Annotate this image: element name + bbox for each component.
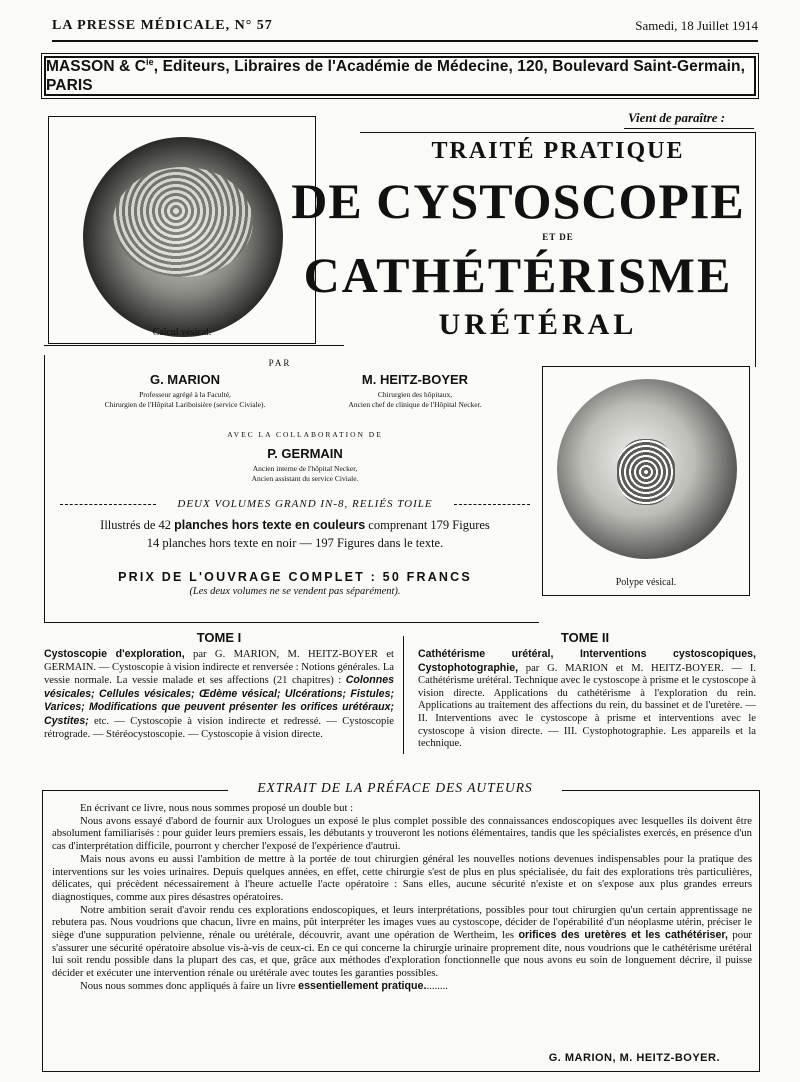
figure-calcul-vesical bbox=[48, 116, 316, 344]
preface-text bbox=[52, 802, 752, 993]
tome-2-text: par G. MARION et M. HEITZ-BOYER. — I. Cathétérisme urétéral. Technique avec le cystoscope à prisme et le cystoscope à vision directe. Applications du cathétérisme à l'exploration du rein. Applications au traitement des affections du rein, du bassinet et de l'uretère. — II. Interventions avec le cystoscope à prisme et interventions avec le cystoscope à vision directe. — III. Cystophotographie. Les appareils et la technique. bbox=[418, 662, 756, 750]
tome-1-subject: Cystoscopie d'exploration, bbox=[44, 648, 185, 660]
volumes-rule-left bbox=[60, 504, 156, 505]
author-aff-line: Professeur agrégé à la Faculté, bbox=[139, 390, 231, 399]
title-line-5: URÉTÉRAL bbox=[438, 308, 638, 341]
issue-date: Samedi, 18 Juillet 1914 bbox=[635, 18, 758, 33]
frame-line-left bbox=[44, 355, 45, 623]
publisher-box bbox=[44, 56, 756, 96]
preface-paragraph: Mais nous avons eu aussi l'ambition de mettre à la portée de tout chirurgien général les nouvelles notions devenues indispensables pour la pratique des interventions sur les voies urinaires. Depuis quelques années, en effet, cette chirurgie s'est de plus en plus spécialisée, du fait des explorations très particulières, délicates, qui précèdent nécessairement à l'heure actuelle l'acte opératoire : Sans elles, aucune sécurité n'existe et on s'expose aux plus grandes erreurs diagnostiques, comme aux pires désastres opératoires. bbox=[52, 852, 752, 903]
tome-1-chapters: Colonnes vésicales; Cellules vésicales; Œdème vésical; Ulcérations; Fistules; Varices; Modifications que peuvent présenter les orifices urétéraux; Cystites; bbox=[44, 674, 394, 727]
author-germain bbox=[170, 440, 440, 484]
author-aff-line: Ancien chef de clinique de l'Hôpital Necker. bbox=[348, 400, 482, 409]
figure-caption-right: Polype vésical. bbox=[615, 577, 677, 588]
tome-2-subject: Cathétérisme urétéral, Interventions cystoscopiques, Cystophotographie, bbox=[418, 648, 756, 674]
running-head bbox=[52, 14, 758, 38]
frame-line-mid bbox=[44, 345, 344, 346]
tome-1-text-b: etc. — Cystoscopie à vision indirecte et redressé. — Cystoscopie rétrograde. — Stéréocystoscopie. — Cystoscopie à vision directe. bbox=[44, 715, 394, 740]
author-marion bbox=[70, 372, 300, 410]
journal-title: LA PRESSE MÉDICALE, N° 57 bbox=[52, 18, 273, 33]
title-line-4: CATHÉTÉRISME bbox=[303, 247, 733, 303]
illustr-text: comprenant 179 Figures bbox=[365, 518, 490, 532]
author-name: M. HEITZ-BOYER bbox=[361, 372, 469, 387]
preface-paragraph: En écrivant ce livre, nous nous sommes proposé un double but : bbox=[80, 802, 354, 814]
title-line-2: DE CYSTOSCOPIE bbox=[291, 173, 745, 229]
tome-2-heading: TOME II bbox=[560, 630, 610, 645]
author-heitz-boyer bbox=[300, 372, 530, 410]
preface-text-a: Nous nous sommes donc appliqués à faire un livre bbox=[80, 979, 299, 992]
illustrations-line-1 bbox=[50, 518, 540, 533]
preface-bold: orifices des uretères et les cathétériser, bbox=[518, 929, 728, 942]
par-label: PAR bbox=[268, 358, 292, 368]
price-note: (Les deux volumes ne se vendent pas séparément). bbox=[189, 586, 401, 597]
tome-1-heading: TOME I bbox=[196, 630, 242, 645]
author-name: P. GERMAIN bbox=[267, 446, 343, 461]
vient-rule bbox=[624, 128, 754, 129]
preface-dots: ........ bbox=[426, 979, 448, 992]
frame-line-top bbox=[360, 132, 756, 133]
illustr-text: Illustrés de 42 bbox=[100, 518, 175, 532]
calculus-illustration bbox=[113, 167, 253, 277]
publisher-line bbox=[46, 57, 754, 94]
figure-polype-vesical bbox=[542, 366, 750, 596]
collaboration-label: AVEC LA COLLABORATION DE bbox=[227, 430, 383, 439]
publisher-part-a: MASSON & C bbox=[46, 58, 147, 76]
price-line: PRIX DE L'OUVRAGE COMPLET : 50 FRANCS bbox=[118, 570, 472, 584]
cystoscope-image-polyp bbox=[557, 379, 737, 559]
publisher-part-b: , Editeurs, Libraires de l'Académie de Médecine, 120, Boulevard Saint-Germain, PARIS bbox=[46, 58, 745, 94]
publisher-sup: ie bbox=[146, 57, 154, 68]
polyp-illustration bbox=[617, 439, 675, 505]
header-rule bbox=[52, 40, 758, 42]
author-name: G. MARION bbox=[149, 372, 221, 387]
tome-2-description bbox=[418, 648, 756, 751]
author-aff-line: Chirurgien de l'Hôpital Lariboisière (service Civiale). bbox=[104, 400, 266, 409]
author-affiliation bbox=[170, 464, 440, 484]
illustrations-line-2: 14 planches hors texte en noir — 197 Figures dans le texte. bbox=[146, 536, 444, 550]
author-affiliation bbox=[70, 390, 300, 410]
preface-paragraph: Nous avons essayé d'abord de fournir aux Urologues un exposé le plus complet possible des connaissances endoscopiques avec lesquelles ils doivent être absolument familiarisés : pour guider leurs premiers essais, les débutants y trouveront les notions élémentaires, tandis que les spécialistes exercés, en présence d'un cas d'interprétation difficile, pourront y chercher l'exposé de l'expérience d'autrui. bbox=[52, 814, 752, 853]
author-aff-line: Chirurgien des hôpitaux, bbox=[377, 390, 453, 399]
frame-line-bottom bbox=[44, 622, 539, 623]
author-affiliation bbox=[300, 390, 530, 410]
preface-text-a: Notre ambition serait d'avoir rendu ces explorations endoscopiques, et leurs interprétations, possibles pour tout chirurgien qu'un certain apprentissage ne rebutera pas. Nous voudrions que chacun, livre en mains, pût interpréter les images vues au cystoscope, décider de l'opérabilité d'un néoplasme utérin, préciser le siège d'une suppuration pelvienne, rénale ou urétérale, découvrir, avant une opération de Wertheim, les bbox=[52, 903, 752, 942]
preface-bold: essentiellement pratique. bbox=[298, 979, 427, 992]
preface-text-c: pour s'assurer une sécurité opératoire absolue vis-à-vis de ceux-ci. En ce qui concerne la chirurgie urinaire proprement dite, nous voudrions que le cathétérisme urétéral lui soit rendu possible dans la plupart des cas, et que, grâce aux méthodes d'exploration fonctionnelle que nous avons eu soin de longuement décrire, il puisse décider et exécuter une intervention rénale ou urétérale avec toutes les garanties possibles. bbox=[52, 929, 752, 980]
author-aff-line: Ancien interne de l'hôpital Necker, bbox=[252, 464, 358, 473]
tome-1-description bbox=[44, 648, 394, 741]
preface-signature: G. MARION, M. HEITZ-BOYER. bbox=[548, 1052, 720, 1064]
tome-1-text-a: par G. MARION, M. HEITZ-BOYER et GERMAIN. — Cystoscopie à vision indirecte et renversée : Notions générales. La vessie normale. La vessie malade et ses affections (21 chapitres) : bbox=[44, 649, 394, 687]
figure-caption-left: Calcul vésical. bbox=[152, 327, 212, 338]
title-line-3: ET DE bbox=[542, 232, 574, 242]
title-line-1: TRAITÉ PRATIQUE bbox=[431, 138, 685, 164]
preface-paragraph bbox=[52, 980, 752, 993]
volumes-rule-right bbox=[454, 504, 530, 505]
author-aff-line: Ancien assistant du service Civiale. bbox=[251, 474, 359, 483]
tome-divider bbox=[403, 636, 404, 754]
preface-title: EXTRAIT DE LA PRÉFACE DES AUTEURS bbox=[257, 780, 533, 795]
volumes-line: DEUX VOLUMES GRAND IN-8, RELIÉS TOILE bbox=[177, 498, 433, 510]
cystoscope-image-calculus bbox=[83, 137, 283, 337]
preface-paragraph bbox=[52, 904, 752, 980]
illustr-bold: planches hors texte en couleurs bbox=[174, 518, 366, 532]
vient-de-paraitre: Vient de paraître : bbox=[628, 110, 726, 125]
